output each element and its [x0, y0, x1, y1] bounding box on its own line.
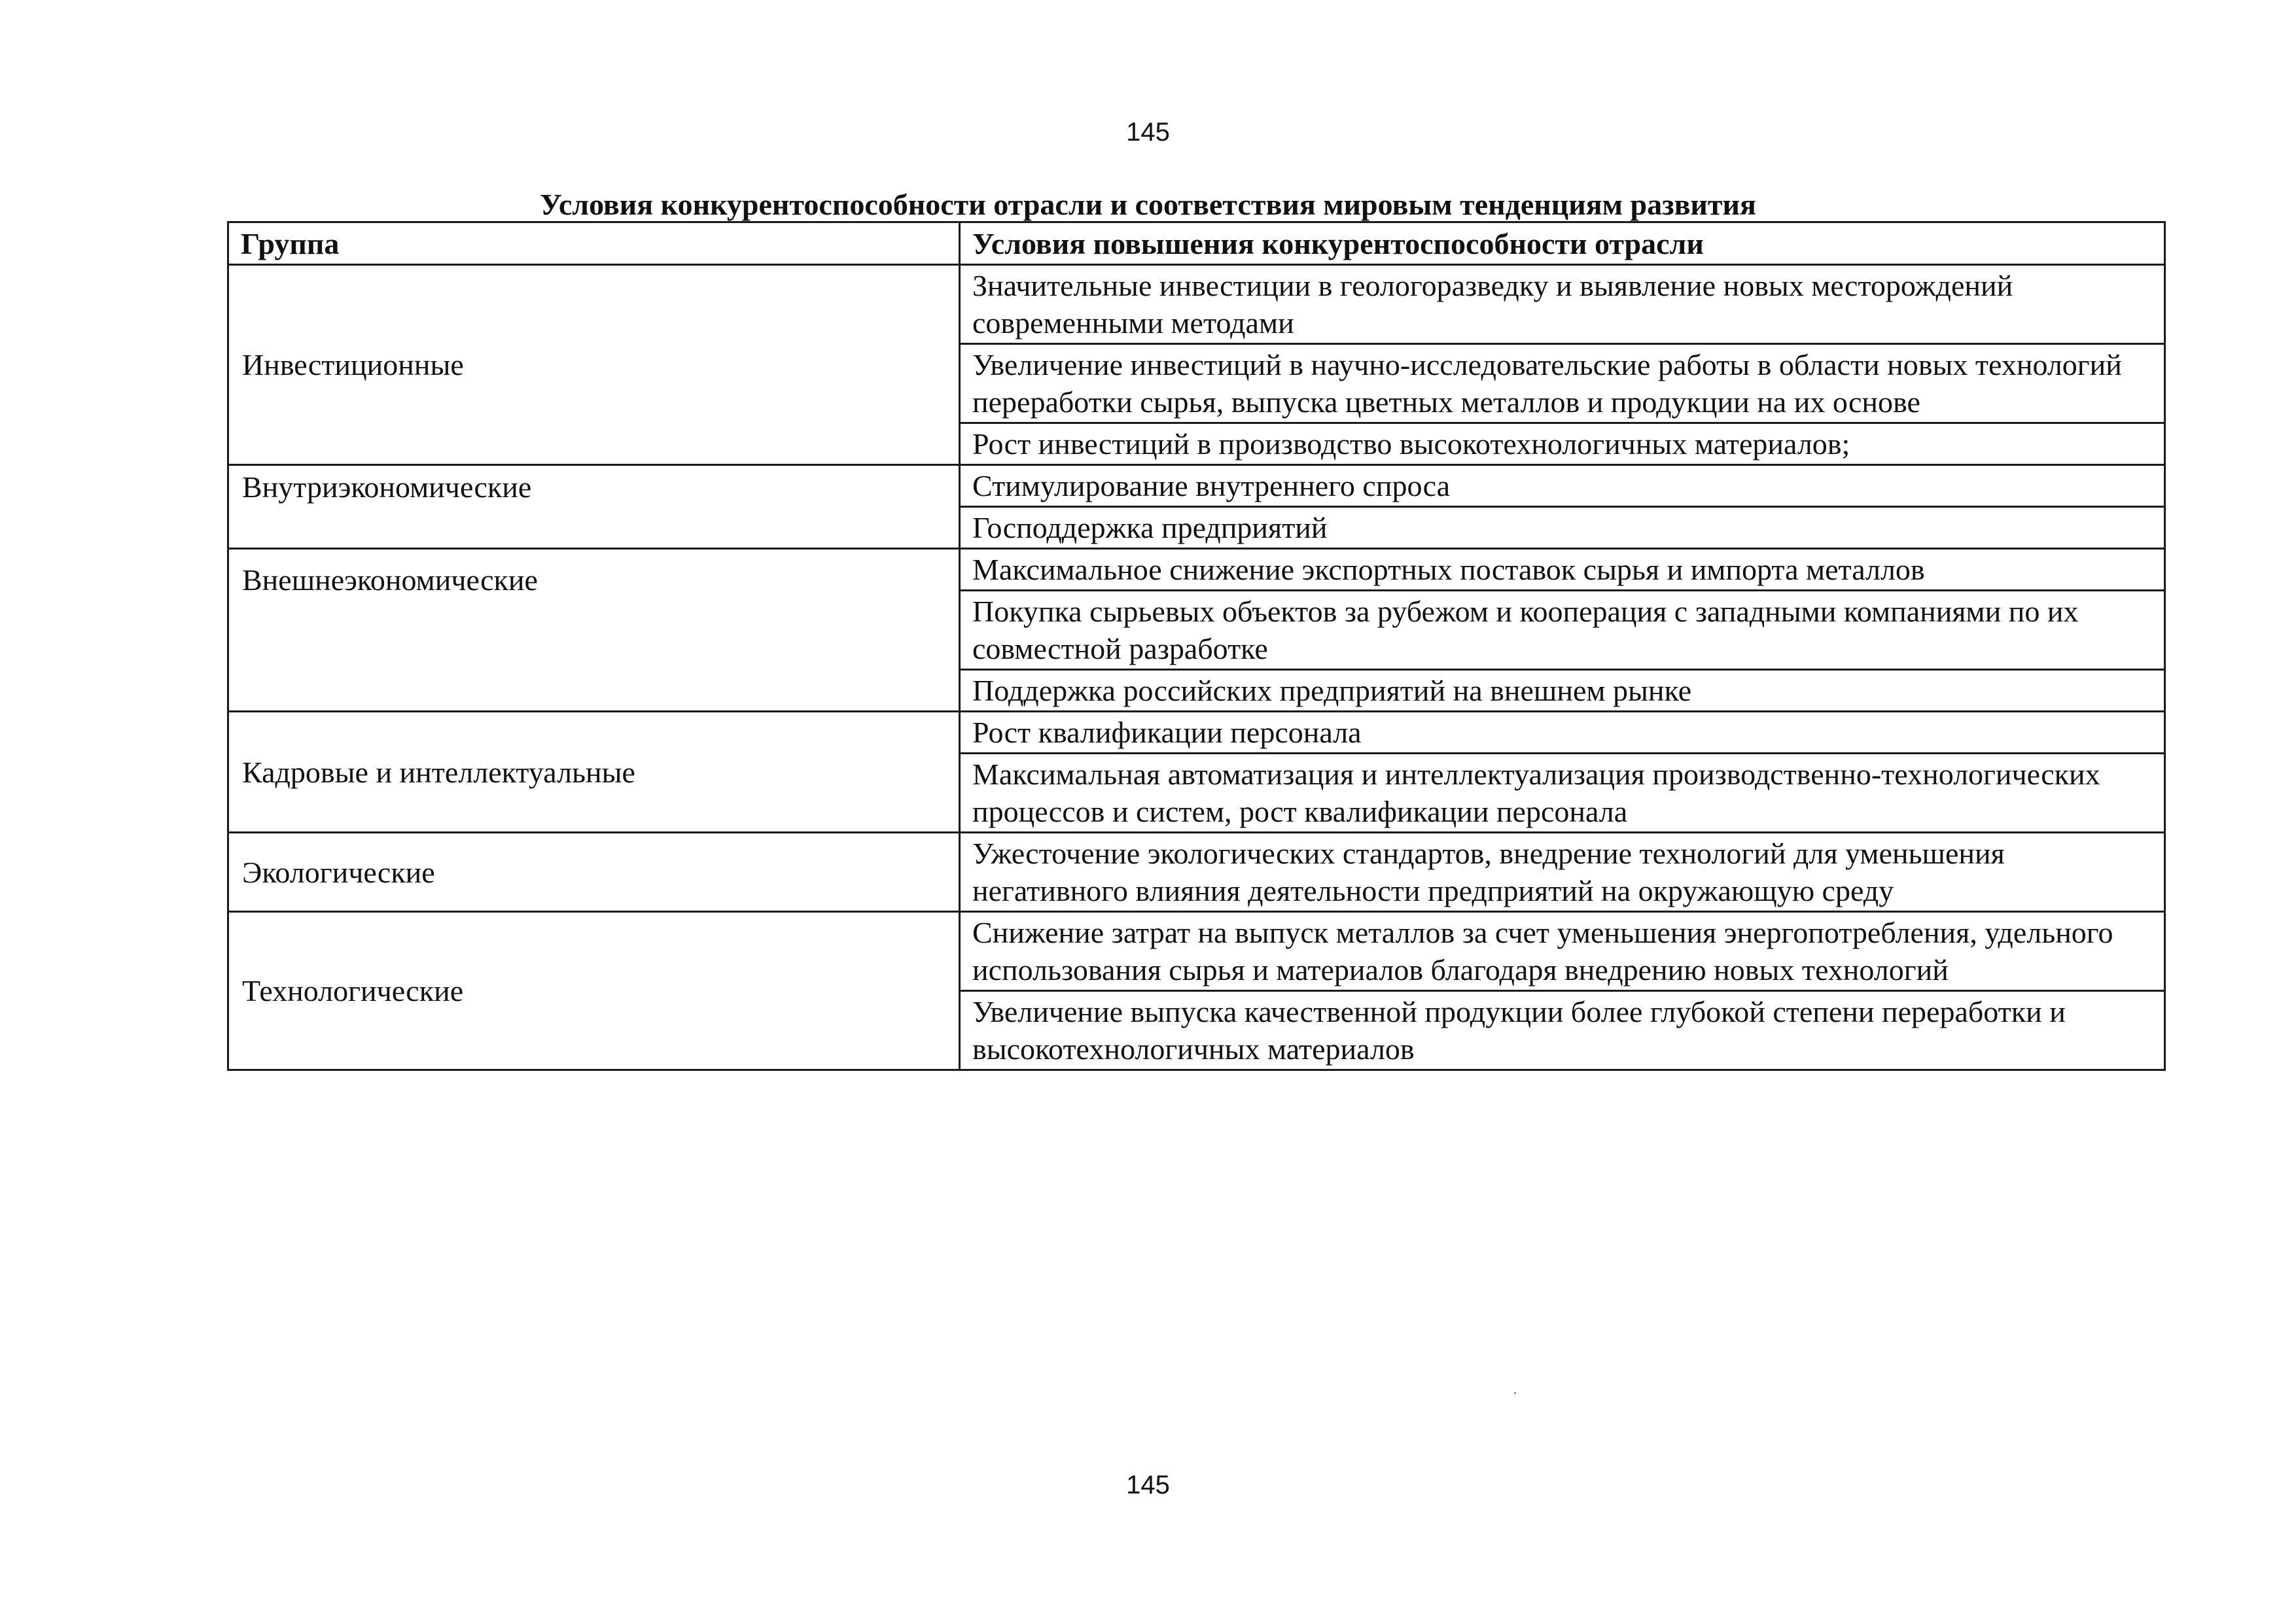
condition-cell: Увеличение выпуска качественной продукции более глубокой степени переработки и высокотехнологичных материалов — [960, 991, 2165, 1070]
condition-cell: Покупка сырьевых объектов за рубежом и кооперация с западными компаниями по их совместной разработке — [960, 591, 2165, 670]
scan-speck — [1514, 1392, 1516, 1394]
table-row — [228, 712, 2165, 754]
page-number-top: 145 — [1126, 118, 1170, 147]
condition-cell: Рост инвестиций в производство высокотехнологичных материалов; — [960, 423, 2165, 465]
header-group: Группа — [228, 222, 960, 265]
table-row — [228, 912, 2165, 991]
table-title: Условия конкурентоспособности отрасли и соответствия мировым тенденциям развития — [540, 188, 1756, 221]
condition-cell: Стимулирование внутреннего спроса — [960, 465, 2165, 507]
condition-cell: Значительные инвестиции в геологоразведку и выявление новых месторождений современными методами — [960, 265, 2165, 344]
condition-cell: Господдержка предприятий — [960, 507, 2165, 549]
table-row — [228, 833, 2165, 912]
condition-cell: Ужесточение экологических стандартов, внедрение технологий для уменьшения негативного влияния деятельности предприятий на окружающую среду — [960, 833, 2165, 912]
group-cell: Экологические — [228, 833, 960, 912]
condition-cell: Увеличение инвестиций в научно-исследовательские работы в области новых технологий переработки сырья, выпуска цветных металлов и продукции на их основе — [960, 344, 2165, 423]
condition-cell: Поддержка российских предприятий на внешнем рынке — [960, 670, 2165, 712]
group-cell: Кадровые и интеллектуальные — [228, 712, 960, 833]
condition-cell: Снижение затрат на выпуск металлов за счет уменьшения энергопотребления, удельного использования сырья и материалов благодаря внедрению новых технологий — [960, 912, 2165, 991]
condition-cell: Максимальная автоматизация и интеллектуализация производственно-технологических процессов и систем, рост квалификации персонала — [960, 754, 2165, 833]
table-row — [228, 465, 2165, 507]
condition-cell: Максимальное снижение экспортных поставок сырья и импорта металлов — [960, 549, 2165, 591]
header-conditions: Условия повышения конкурентоспособности отрасли — [960, 222, 2165, 265]
group-cell: Технологические — [228, 912, 960, 1070]
group-cell: Внешнеэкономические — [228, 549, 960, 712]
page-number-bottom: 145 — [1126, 1471, 1170, 1499]
table-row — [228, 549, 2165, 591]
group-cell: Инвестиционные — [228, 265, 960, 465]
conditions-table — [227, 221, 2166, 1071]
condition-cell: Рост квалификации персонала — [960, 712, 2165, 754]
group-cell: Внутриэкономические — [228, 465, 960, 549]
table-header-row — [228, 222, 2165, 265]
table-row — [228, 265, 2165, 344]
